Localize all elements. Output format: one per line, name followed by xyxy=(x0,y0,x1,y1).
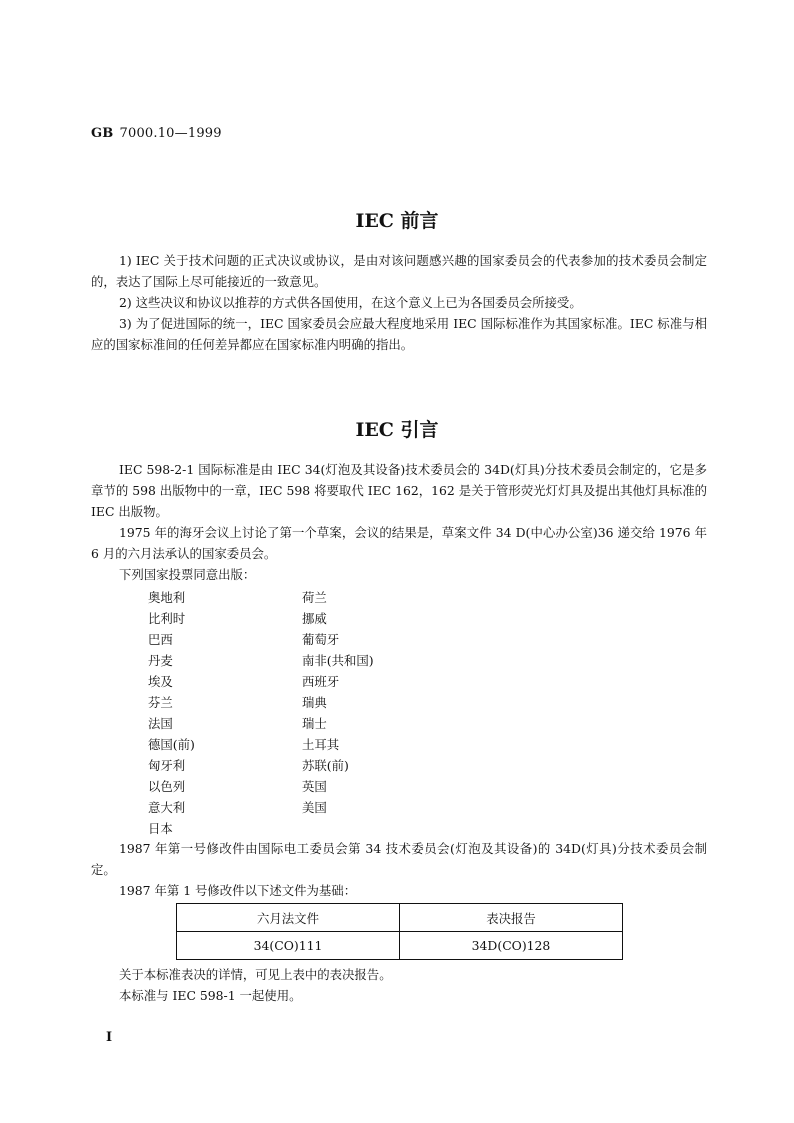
table-header-row xyxy=(177,904,623,932)
table-header-cell: 表决报告 xyxy=(400,904,623,932)
country-left: 以色列 xyxy=(148,779,186,794)
country-left: 日本 xyxy=(148,821,173,836)
table-header-cell: 六月法文件 xyxy=(177,904,400,932)
country-row xyxy=(148,797,374,818)
country-row xyxy=(148,713,374,734)
country-row xyxy=(148,776,374,797)
country-right: 挪威 xyxy=(302,611,327,626)
page-folio: I xyxy=(106,1030,113,1045)
country-left: 匈牙利 xyxy=(148,758,186,773)
standard-number xyxy=(91,126,222,141)
intro-title: IEC 引言 xyxy=(355,419,439,441)
foreword-title: IEC 前言 xyxy=(355,210,439,232)
country-left: 奥地利 xyxy=(148,590,186,605)
intro-paragraph-2: 1975 年的海牙会议上讨论了第一个草案，会议的结果是，草案文件 34 D(中心办公室)36 递交给 1976 年 6 月的六月法承认的国家委员会。 xyxy=(91,525,707,561)
country-left: 丹麦 xyxy=(148,653,173,668)
table-cell: 34(CO)111 xyxy=(177,932,400,960)
country-row xyxy=(148,650,374,671)
country-list xyxy=(148,587,374,839)
country-right: 土耳其 xyxy=(302,737,340,752)
intro-paragraph-1: IEC 598-2-1 国际标准是由 IEC 34(灯泡及其设备)技术委员会的 34D(灯具)分技术委员会制定的，它是多章节的 598 出版物中的一章，IEC 598 将要取代 IEC 162，162 是关于管形荧光灯灯具及提出其他灯具标准的 IEC 出版物。 xyxy=(91,462,707,519)
closing-paragraph-1: 关于本标准表决的详情，可见上表中的表决报告。 xyxy=(119,967,392,982)
country-row xyxy=(148,734,374,755)
table-row xyxy=(177,932,623,960)
standard-code: 7000.10—1999 xyxy=(119,126,222,141)
foreword-paragraph-1: 1) IEC 关于技术问题的正式决议或协议，是由对该问题感兴趣的国家委员会的代表参加的技术委员会制定的，表达了国际上尽可能接近的一致意见。 xyxy=(91,253,707,289)
country-right: 苏联(前) xyxy=(302,758,349,773)
country-right: 瑞士 xyxy=(302,716,327,731)
country-left: 埃及 xyxy=(148,674,173,689)
country-left: 法国 xyxy=(148,716,173,731)
country-right: 南非(共和国) xyxy=(302,653,374,668)
country-row xyxy=(148,755,374,776)
country-left: 德国(前) xyxy=(148,737,195,752)
country-right: 西班牙 xyxy=(302,674,340,689)
country-row xyxy=(148,671,374,692)
country-left: 比利时 xyxy=(148,611,186,626)
country-row xyxy=(148,587,374,608)
country-row xyxy=(148,692,374,713)
country-row xyxy=(148,608,374,629)
closing-body xyxy=(91,964,707,1006)
country-right: 英国 xyxy=(302,779,327,794)
foreword-paragraph-3: 3) 为了促进国际的统一，IEC 国家委员会应最大程度地采用 IEC 国际标准作为其国家标准。IEC 标准与相应的国家标准间的任何差异都应在国家标准内明确的指出。 xyxy=(91,316,707,352)
foreword-body xyxy=(91,250,707,355)
country-right: 瑞典 xyxy=(302,695,327,710)
country-left: 芬兰 xyxy=(148,695,173,710)
country-row xyxy=(148,818,374,839)
basis-documents-table xyxy=(176,903,623,960)
table-cell: 34D(CO)128 xyxy=(400,932,623,960)
country-left: 意大利 xyxy=(148,800,186,815)
country-right: 葡萄牙 xyxy=(302,632,340,647)
amendment-paragraph-2: 1987 年第 1 号修改件以下述文件为基础： xyxy=(119,883,357,898)
intro-paragraph-3: 下列国家投票同意出版： xyxy=(119,567,256,582)
intro-body xyxy=(91,459,707,585)
country-right: 美国 xyxy=(302,800,327,815)
closing-paragraph-2: 本标准与 IEC 598-1 一起使用。 xyxy=(119,988,302,1003)
foreword-paragraph-2: 2) 这些决议和协议以推荐的方式供各国使用，在这个意义上已为各国委员会所接受。 xyxy=(119,295,582,310)
country-right: 荷兰 xyxy=(302,590,327,605)
amendment-paragraph-1: 1987 年第一号修改件由国际电工委员会第 34 技术委员会(灯泡及其设备)的 34D(灯具)分技术委员会制定。 xyxy=(91,841,707,877)
standard-prefix: GB xyxy=(91,126,114,141)
amendment-body xyxy=(91,838,707,901)
country-row xyxy=(148,629,374,650)
country-left: 巴西 xyxy=(148,632,173,647)
